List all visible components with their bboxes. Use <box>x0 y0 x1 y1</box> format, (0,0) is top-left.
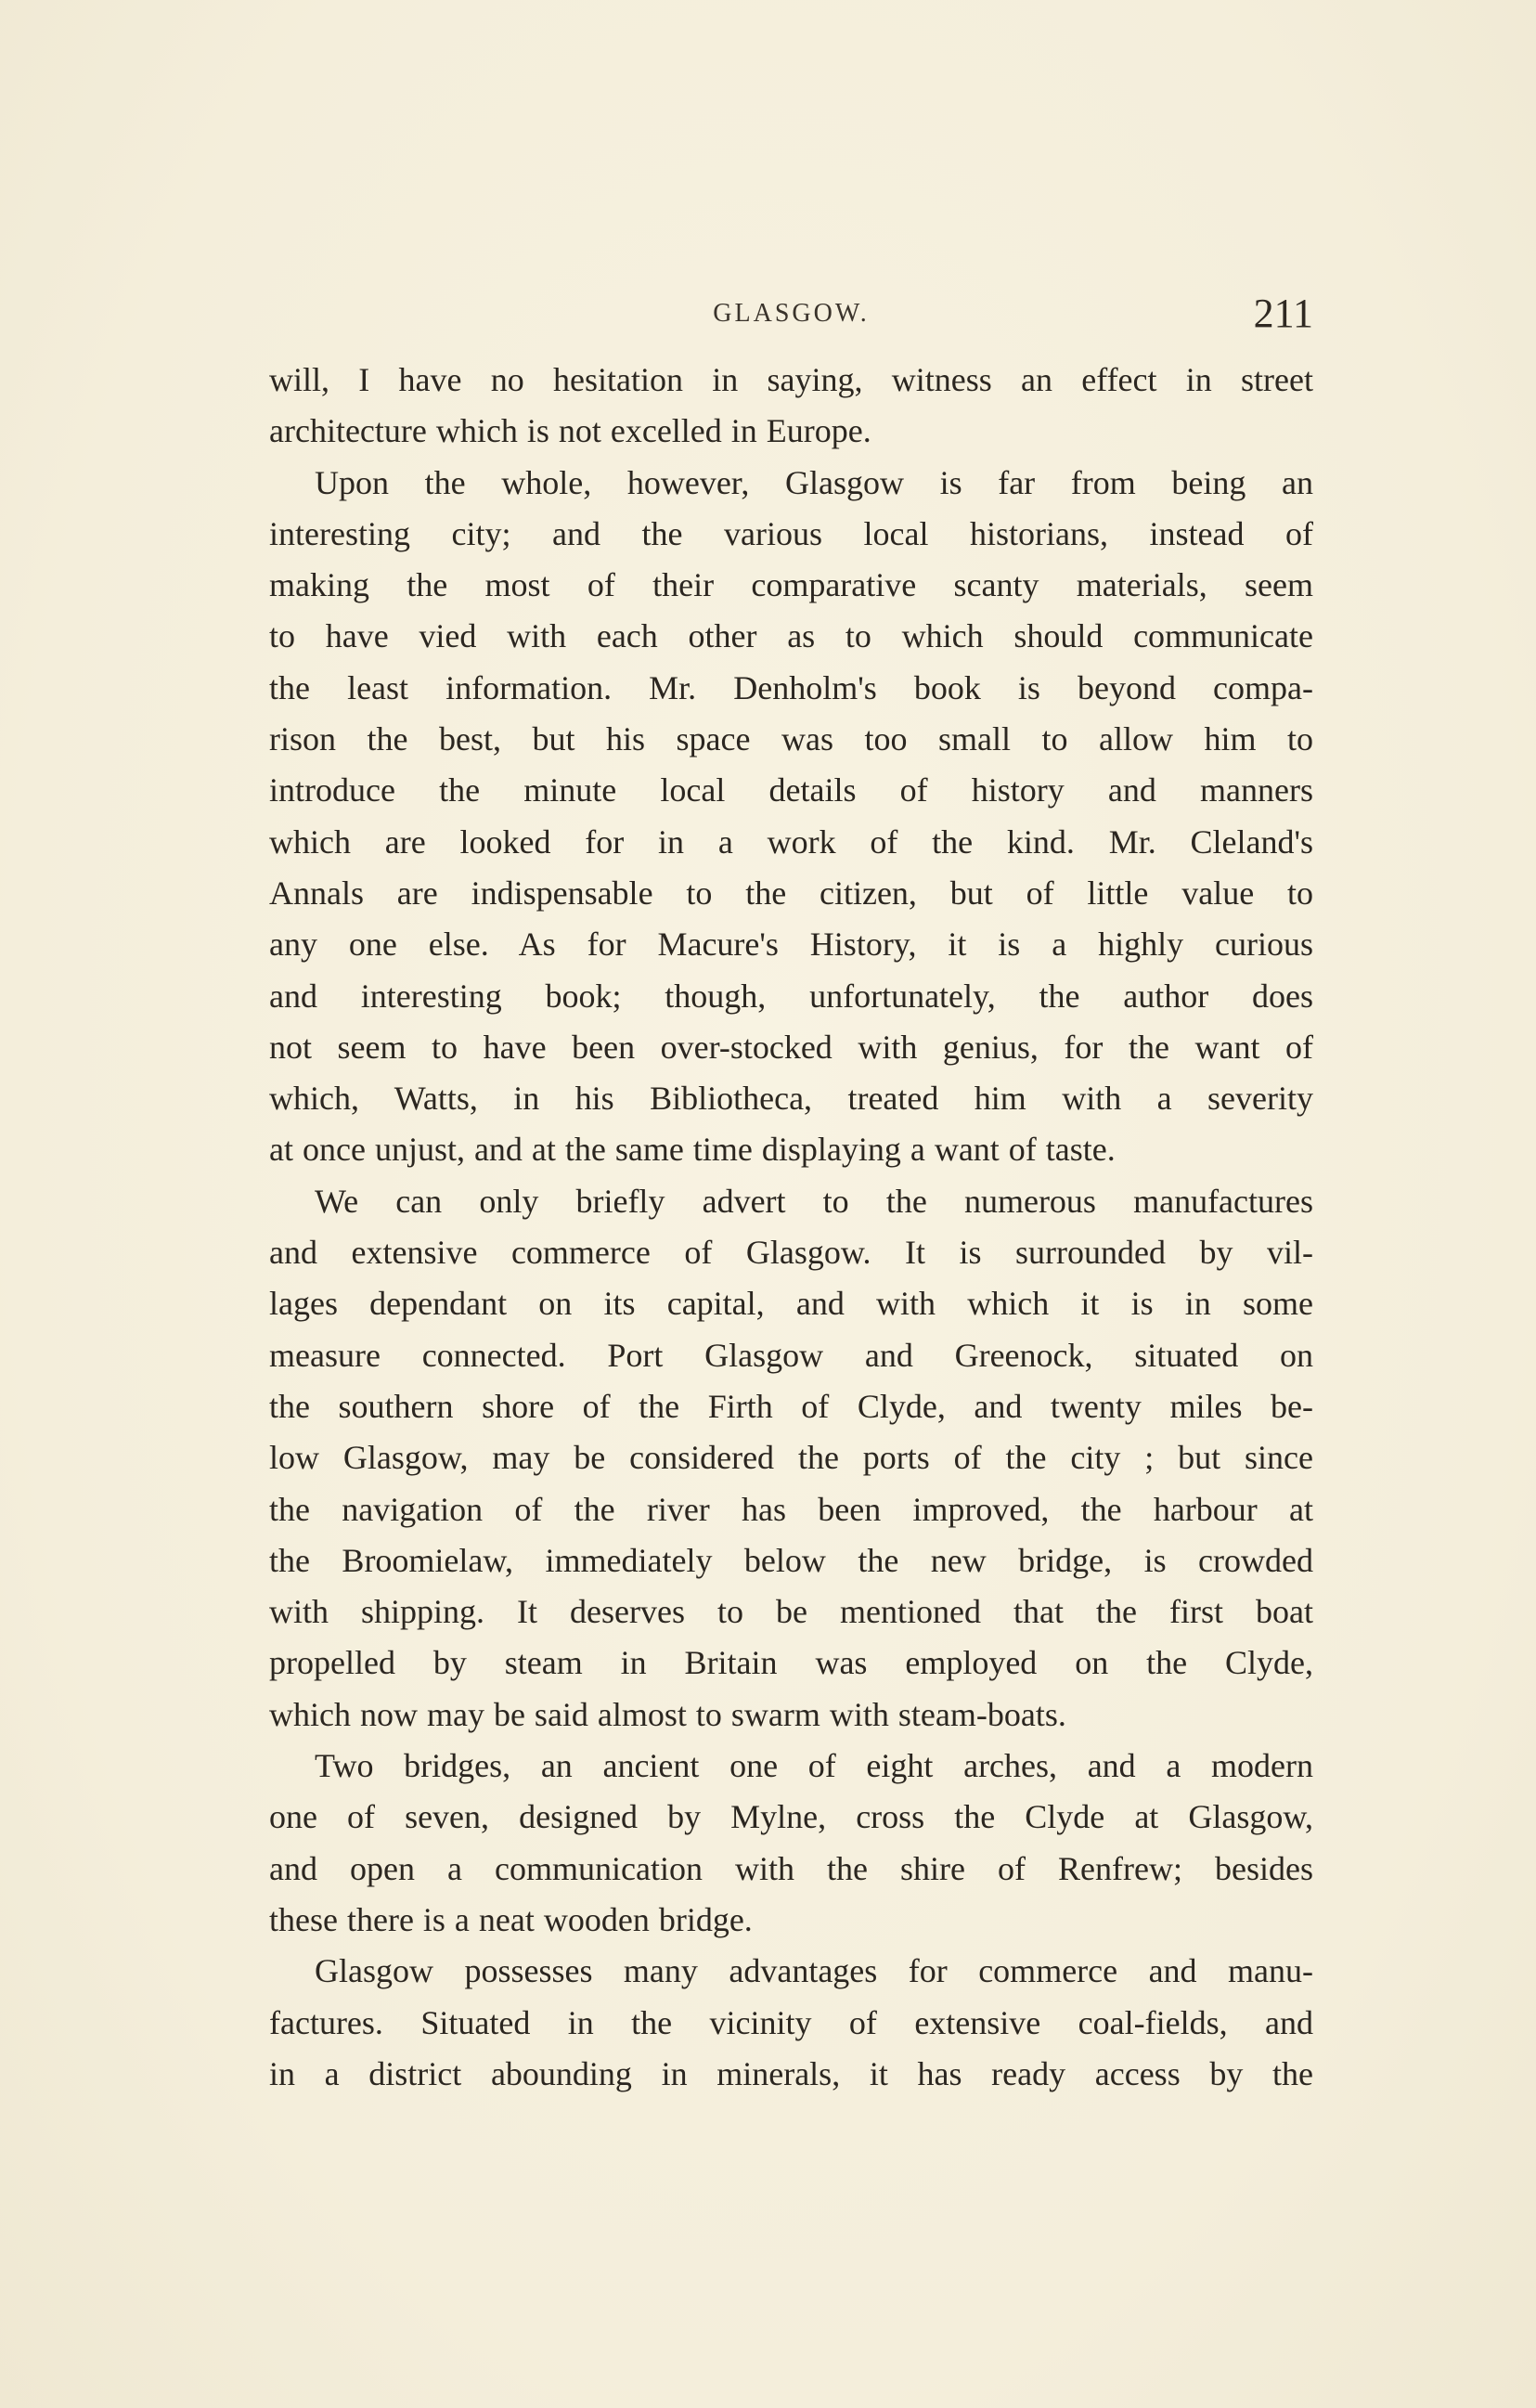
text-line: We can only briefly advert to the numerous manufactures <box>315 1182 1313 1220</box>
text-line: factures. Situated in the vicinity of extensive coal-fields, and <box>269 2003 1313 2041</box>
text-line: lages dependant on its capital, and with which it is in some <box>269 1285 1313 1323</box>
page-number: 211 <box>1253 291 1313 336</box>
text-line: and interesting book; though, unfortunately, the author does <box>269 977 1313 1015</box>
text-line: any one else. As for Macure's History, it is a highly curious <box>269 926 1313 964</box>
text-line: Annals are indispensable to the citizen, but of little value to <box>269 874 1313 912</box>
text-line: which are looked for in a work of the kind. Mr. Cleland's <box>269 822 1313 861</box>
text-line: making the most of their comparative scanty materials, seem <box>269 566 1313 604</box>
text-line: with shipping. It deserves to be mentioned that the first boat <box>269 1593 1313 1631</box>
text-line: which now may be said almost to swarm with steam-boats. <box>269 1695 1066 1733</box>
text-line: and open a communication with the shire of Renfrew; besides <box>269 1849 1313 1887</box>
page-header <box>269 290 1313 336</box>
text-line: will, I have no hesitation in saying, witness an effect in street <box>269 361 1313 398</box>
text-line: these there is a neat wooden bridge. <box>269 1900 753 1938</box>
text-line: propelled by steam in Britain was employed on the Clyde, <box>269 1644 1313 1682</box>
text-line: the southern shore of the Firth of Clyde, and twenty miles be- <box>269 1387 1313 1425</box>
text-line: introduce the minute local details of history and manners <box>269 771 1313 809</box>
text-line: and extensive commerce of Glasgow. It is surrounded by vil- <box>269 1234 1313 1272</box>
running-head: GLASGOW. <box>713 299 870 328</box>
text-line: the Broomielaw, immediately below the new bridge, is crowded <box>269 1541 1313 1579</box>
body-text <box>269 355 1313 2100</box>
text-line: measure connected. Port Glasgow and Greenock, situated on <box>269 1336 1313 1374</box>
text-line: Two bridges, an ancient one of eight arches, and a modern <box>315 1747 1313 1785</box>
text-line: in a district abounding in minerals, it has ready access by the <box>269 2054 1313 2092</box>
text-line: low Glasgow, may be considered the ports of the city ; but since <box>269 1439 1313 1477</box>
text-line: to have vied with each other as to which should communicate <box>269 617 1313 655</box>
text-line: not seem to have been over-stocked with genius, for the want of <box>269 1028 1313 1066</box>
text-line: interesting city; and the various local historians, instead of <box>269 514 1313 552</box>
text-line: Glasgow possesses many advantages for commerce and manu- <box>315 1952 1313 1990</box>
text-line: Upon the whole, however, Glasgow is far from being an <box>315 463 1313 501</box>
text-line: architecture which is not excelled in Europe. <box>269 412 871 450</box>
text-line: which, Watts, in his Bibliotheca, treated him with a severity <box>269 1080 1313 1118</box>
text-line: the least information. Mr. Denholm's book is beyond compa- <box>269 668 1313 706</box>
text-line: at once unjust, and at the same time displaying a want of taste. <box>269 1131 1116 1169</box>
text-line: one of seven, designed by Mylne, cross the Clyde at Glasgow, <box>269 1798 1313 1836</box>
text-line: the navigation of the river has been improved, the harbour at <box>269 1490 1313 1528</box>
text-line: rison the best, but his space was too small to allow him to <box>269 720 1313 758</box>
